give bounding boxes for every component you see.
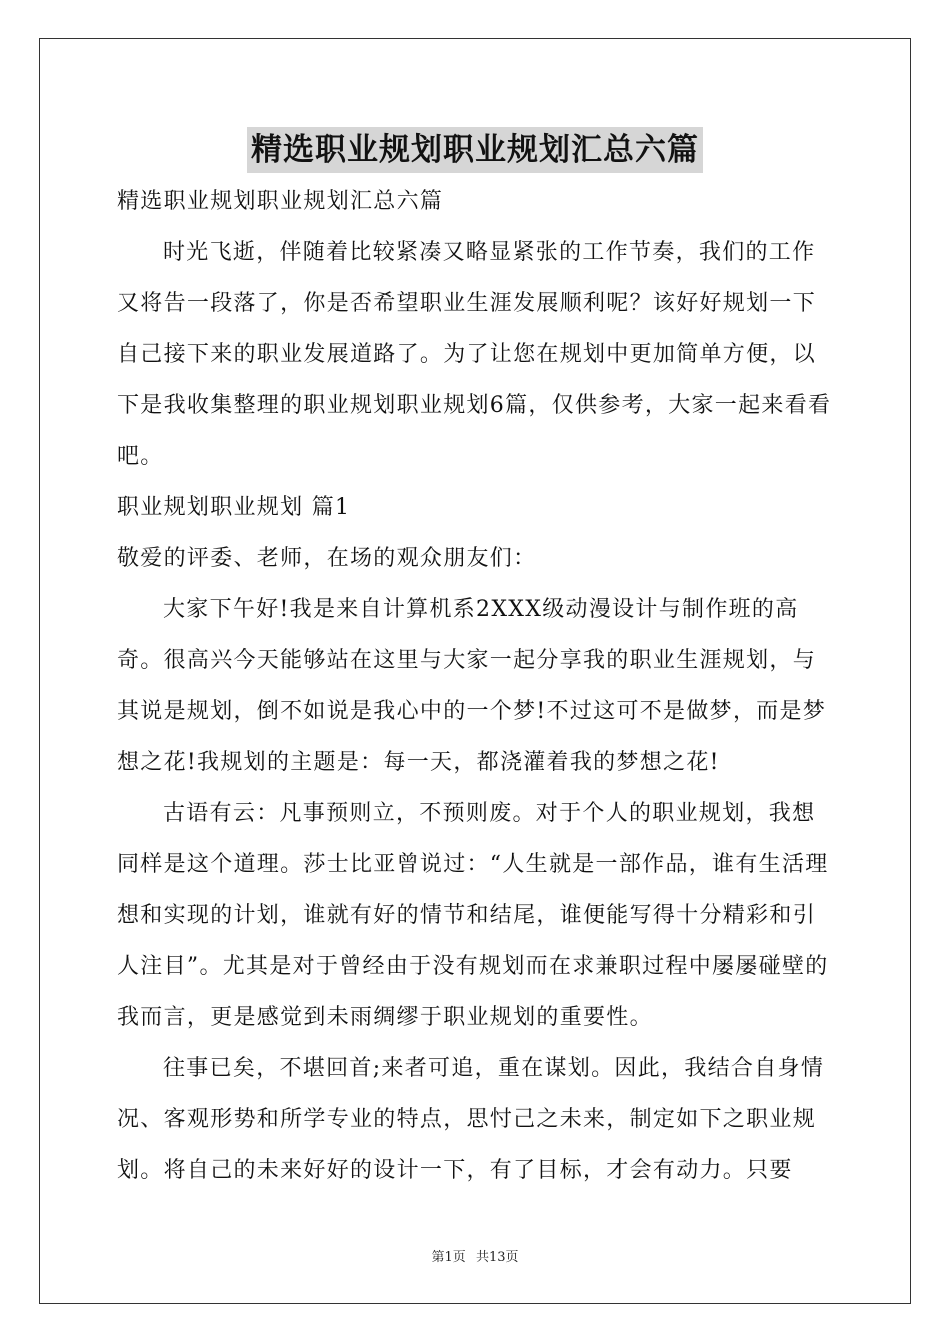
page-number: 第1页 [431,1250,466,1265]
paragraph: 古语有云：凡事预则立，不预则废。对于个人的职业规划，我想同样是这个道理。莎士比亚曾说过：“人生就是一部作品，谁有生活理想和实现的计划，谁就有好的情节和结尾，谁便能写得十分精彩和引人注目”。尤其是对于曾经由于没有规划而在求兼职过程中屡屡碰壁的我而言，更是感觉到未雨绸缪于职业规划的重要性。 [117,801,829,1030]
page-total: 共13页 [475,1250,519,1265]
page-footer [0,1246,950,1265]
paragraph: 往事已矣，不堪回首;来者可追，重在谋划。因此，我结合自身情况、客观形势和所学专业的特点，思忖己之未来，制定如下之职业规划。将自己的未来好好的设计一下，有了目标，才会有动力。只要 [117,1056,825,1183]
salutation: 敬爱的评委、老师，在场的观众朋友们： [117,546,537,571]
document-title: 精选职业规划职业规划汇总六篇 [247,127,703,173]
section-heading: 职业规划职业规划 篇1 [117,495,351,520]
title-container [0,127,950,173]
paragraph: 时光飞逝，伴随着比较紧凑又略显紧张的工作节奏，我们的工作又将告一段落了，你是否希望职业生涯发展顺利呢？该好好规划一下自己接下来的职业发展道路了。为了让您在规划中更加简单方便，以下是我收集整理的职业规划职业规划6篇，仅供参考，大家一起来看看吧。 [117,240,832,469]
document-body [117,176,837,1196]
subtitle: 精选职业规划职业规划汇总六篇 [117,189,444,214]
paragraph: 大家下午好!我是来自计算机系2XXX级动漫设计与制作班的高奇。很高兴今天能够站在这里与大家一起分享我的职业生涯规划，与其说是规划，倒不如说是我心中的一个梦!不过这可不是做梦，而是梦想之花!我规划的主题是：每一天，都浇灌着我的梦想之花! [117,597,827,775]
